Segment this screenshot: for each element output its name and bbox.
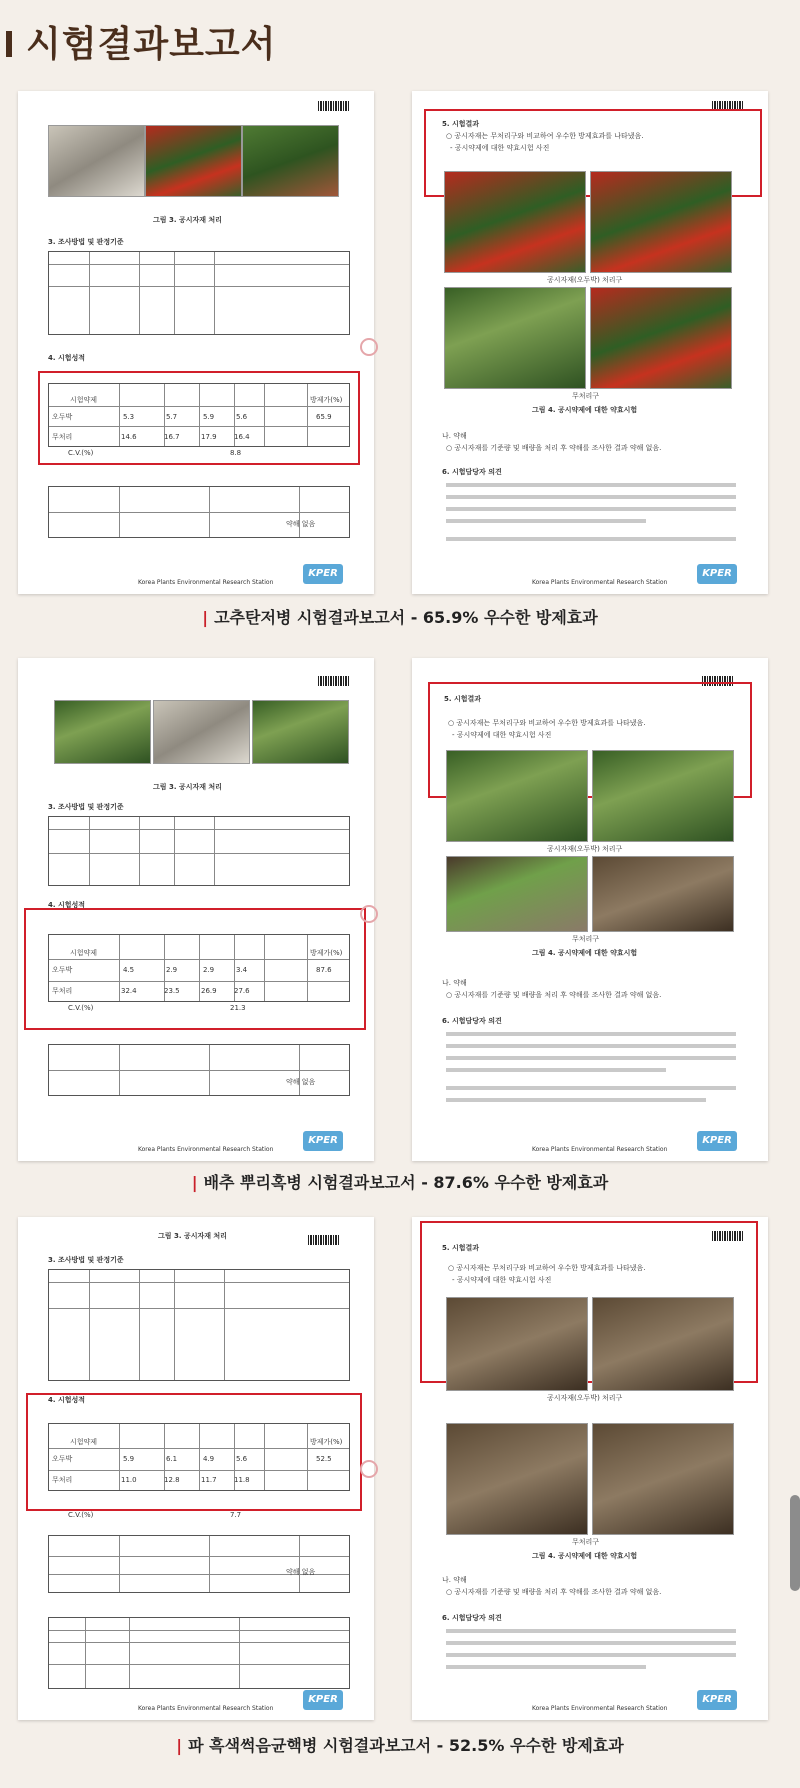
harm-line: ○ 공시자재를 기준량 및 배량을 처리 후 약해를 조사한 결과 약해 없음. [446,991,662,999]
row-label: 시험약제 [70,949,98,957]
barcode-icon [308,1235,340,1245]
harm-result: 약해 없음 [286,1078,316,1086]
row-label: 무처리 [52,987,73,995]
cv-value: 7.7 [230,1511,242,1519]
kper-logo: KPER [303,1131,343,1151]
value: 5.6 [236,413,248,421]
photo-line: - 공시약제에 대한 약효시험 사진 [452,731,552,739]
value: 3.4 [236,966,248,974]
photo-label: 무처리구 [572,1538,600,1546]
row-label: 시험약제 [70,396,98,404]
row-label: 오두박 [52,1455,73,1463]
figure-caption: 그림 3. 공시자재 처리 [158,1232,227,1240]
result-line: ○ 공시자재는 무처리구와 비교하여 우수한 방제효과를 나타냈음. [448,1264,646,1272]
report-caption: | 고추탄저병 시험결과보고서 - 65.9% 우수한 방제효과 [202,608,598,627]
value: 23.5 [164,987,180,995]
footer-text: Korea Plants Environmental Research Station [532,1705,668,1712]
value: 5.7 [166,413,178,421]
yield-table [48,1617,350,1689]
section-heading: 3. 조사방법 및 판정기준 [48,238,124,246]
value: 16.4 [234,433,250,441]
report-page-right [412,1217,768,1720]
section-heading: 4. 시험성적 [48,354,86,362]
section-heading: 5. 시험결과 [444,695,482,703]
section-heading: 나. 약해 [442,979,467,987]
scrollbar-thumb[interactable] [790,1495,800,1591]
report-caption: | 파 흑색썩음균핵병 시험결과보고서 - 52.5% 우수한 방제효과 [176,1736,624,1755]
figure-caption: 그림 3. 공시자재 처리 [153,783,222,791]
harm-line: ○ 공시자재를 기준량 및 배량을 처리 후 약해를 조사한 결과 약해 없음. [446,444,662,452]
method-table [48,1269,350,1381]
row-label: 시험약제 [70,1438,98,1446]
efficacy-value: 87.6 [316,966,332,974]
row-label: 무처리 [52,1476,73,1484]
row-label: 방제가(%) [310,1438,343,1446]
photo-treated [592,1297,734,1391]
cv-value: 8.8 [230,449,242,457]
value: 4.9 [203,1455,215,1463]
row-label: 오두박 [52,413,73,421]
value: 4.5 [123,966,135,974]
kper-logo: KPER [303,1690,343,1710]
row-label: 무처리 [52,433,73,441]
row-label: 방제가(%) [310,949,343,957]
kper-logo: KPER [303,564,343,584]
report-page-left [18,1217,374,1720]
value: 5.3 [123,413,135,421]
section-heading: 4. 시험성적 [48,1396,86,1404]
seal-stamp [360,1460,378,1478]
section-heading: 나. 약해 [442,1576,467,1584]
photo-control [446,1423,588,1535]
section-heading: 3. 조사방법 및 판정기준 [48,1256,124,1264]
photo-label: 공시자재(오두박) 처리구 [547,845,623,853]
photo-line: - 공시약제에 대한 약효시험 사진 [450,144,550,152]
value: 2.9 [203,966,215,974]
value: 11.0 [121,1476,137,1484]
photo-control [592,1423,734,1535]
footer-text: Korea Plants Environmental Research Station [532,579,668,586]
value: 16.7 [164,433,180,441]
cv-value: 21.3 [230,1004,246,1012]
harm-result: 약해 없음 [286,520,316,528]
kper-logo: KPER [697,564,737,584]
kper-logo: KPER [697,1131,737,1151]
value: 12.8 [164,1476,180,1484]
section-heading: 5. 시험결과 [442,1244,480,1252]
figure-caption: 그림 3. 공시자재 처리 [153,216,222,224]
footer-text: Korea Plants Environmental Research Station [138,1705,274,1712]
value: 11.7 [201,1476,217,1484]
caption-marker: | [191,1173,198,1192]
value: 11.8 [234,1476,250,1484]
footer-text: Korea Plants Environmental Research Station [138,579,274,586]
efficacy-value: 65.9 [316,413,332,421]
value: 26.9 [201,987,217,995]
value: 32.4 [121,987,137,995]
value: 17.9 [201,433,217,441]
section-heading: 나. 약해 [442,432,467,440]
section-heading: 6. 시험담당자 의견 [442,468,502,476]
section-heading: 6. 시험담당자 의견 [442,1614,502,1622]
page-title: 시험결과보고서 [26,24,277,65]
footer-text: Korea Plants Environmental Research Station [532,1146,668,1153]
value: 27.6 [234,987,250,995]
result-line: ○ 공시자재는 무처리구와 비교하여 우수한 방제효과를 나타냈음. [448,719,646,727]
photo-label: 공시자재(오두박) 처리구 [547,276,623,284]
section-heading: 6. 시험담당자 의견 [442,1017,502,1025]
value: 6.1 [166,1455,178,1463]
harm-result: 약해 없음 [286,1568,316,1576]
photo-label: 공시자재(오두박) 처리구 [547,1394,623,1402]
section-heading: 3. 조사방법 및 판정기준 [48,803,124,811]
result-table [48,1423,350,1491]
caption-marker: | [202,608,209,627]
efficacy-value: 52.5 [316,1455,332,1463]
figure-caption: 그림 4. 공시약제에 대한 약효시험 [532,406,638,414]
footer-text: Korea Plants Environmental Research Station [138,1146,274,1153]
photo-line: - 공시약제에 대한 약효시험 사진 [452,1276,552,1284]
cv-label: C.V.(%) [68,1004,94,1012]
value: 5.9 [203,413,215,421]
report-caption: | 배추 뿌리혹병 시험결과보고서 - 87.6% 우수한 방제효과 [191,1173,609,1192]
harm-table [48,1535,350,1593]
harm-line: ○ 공시자재를 기준량 및 배량을 처리 후 약해를 조사한 결과 약해 없음. [446,1588,662,1596]
photo-label: 무처리구 [572,935,600,943]
cv-label: C.V.(%) [68,1511,94,1519]
caption-marker: | [176,1736,183,1755]
value: 2.9 [166,966,178,974]
section-heading: 5. 시험결과 [442,120,480,128]
value: 5.9 [123,1455,135,1463]
value: 5.6 [236,1455,248,1463]
figure-caption: 그림 4. 공시약제에 대한 약효시험 [532,949,638,957]
result-line: ○ 공시자재는 무처리구와 비교하여 우수한 방제효과를 나타냈음. [446,132,644,140]
value: 14.6 [121,433,137,441]
section-heading: 4. 시험성적 [48,901,86,909]
row-label: 방제가(%) [310,396,343,404]
figure-caption: 그림 4. 공시약제에 대한 약효시험 [532,1552,638,1560]
photo-treated [446,1297,588,1391]
photo-label: 무처리구 [572,392,600,400]
cv-label: C.V.(%) [68,449,94,457]
kper-logo: KPER [697,1690,737,1710]
row-label: 오두박 [52,966,73,974]
